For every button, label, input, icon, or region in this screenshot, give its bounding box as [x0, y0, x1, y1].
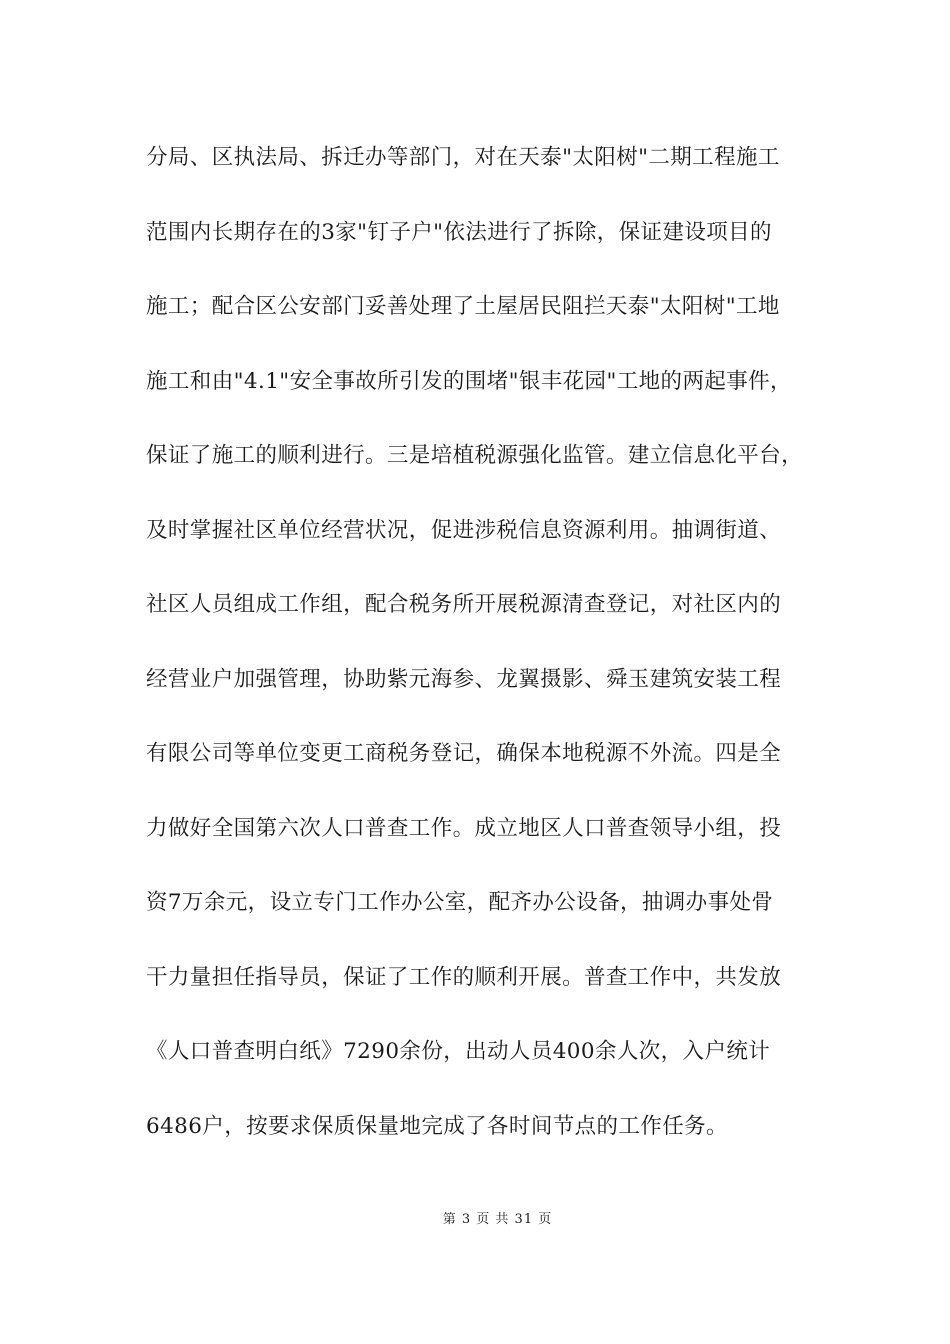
text-line: 有限公司等单位变更工商税务登记，确保本地税源不外流。四是全: [146, 741, 782, 766]
text-line: 范围内长期存在的3家"钉子户"依法进行了拆除，保证建设项目的: [146, 219, 772, 245]
text-line: 经营业户加强管理，协助紫元海参、龙翼摄影、舜玉建筑安装工程: [146, 666, 782, 692]
text-line: 及时掌握社区单位经营状况，促进涉税信息资源利用。抽调街道、: [146, 517, 782, 543]
text-line: 分局、区执法局、拆迁办等部门，对在天泰"太阳树"二期工程施工: [146, 145, 780, 170]
text-line: 力做好全国第六次人口普查工作。成立地区人口普查领导小组，投: [146, 815, 782, 841]
text-line: 保证了施工的顺利进行。三是培植税源强化监管。建立信息化平台，: [146, 443, 804, 468]
text-line: 6486户，按要求保质保量地完成了各时间节点的工作任务。: [146, 1113, 728, 1139]
text-line: 干力量担任指导员，保证了工作的顺利开展。普查工作中，共发放: [146, 964, 782, 990]
text-line: 施工和由"4.1"安全事故所引发的围堵"银丰花园"工地的两起事件，: [146, 368, 792, 394]
text-line: 社区人员组成工作组，配合税务所开展税源清查登记，对社区内的: [146, 592, 782, 617]
text-line: 施工；配合区公安部门妥善处理了土屋居民阻拦天泰"太阳树"工地: [146, 294, 780, 319]
body-paragraph: [146, 137, 836, 1180]
text-line: 资7万余元，设立专门工作办公室，配齐办公设备，抽调办事处骨: [146, 890, 774, 915]
page-number-footer: 第 3 页 共 31 页: [442, 1212, 553, 1227]
text-line: 《人口普查明白纸》7290余份，出动人员400余人次，入户统计: [146, 1039, 771, 1064]
